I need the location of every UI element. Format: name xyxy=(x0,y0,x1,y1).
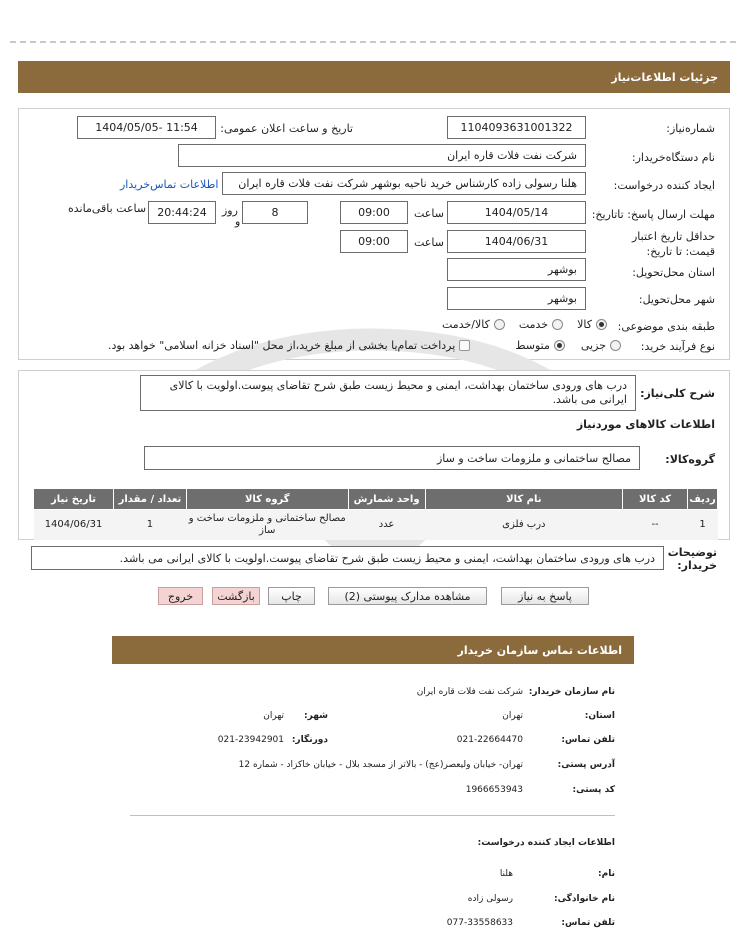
creator-first-name-label: نام: xyxy=(598,869,615,879)
announce-field: 1404/05/05- 11:54 xyxy=(77,116,216,139)
creator-label: ایجاد کننده درخواست: xyxy=(613,179,715,192)
need-number-field: 1104093631001322 xyxy=(447,116,586,139)
radio-goods-icon[interactable] xyxy=(596,319,607,330)
col-row: ردیف xyxy=(688,489,718,510)
contact-org-label: نام سازمان خریدار: xyxy=(528,687,615,697)
contact-address-value: تهران- خیابان ولیعصر(عج) - بالاتر از مسجد بلال - خیابان خاکزاد - شماره 12 xyxy=(238,760,523,770)
contact-phone-label: تلفن تماس: xyxy=(561,735,615,745)
buyer-contact-link[interactable]: اطلاعات تماس‌خریدار xyxy=(120,178,219,191)
cell-unit: عدد xyxy=(348,510,425,540)
col-date: تاریخ نیاز xyxy=(34,489,114,510)
radio-both-icon[interactable] xyxy=(494,319,505,330)
col-unit: واحد شمارش xyxy=(348,489,425,510)
validity-label: حداقل تاریخ اعتبار قیمت: تا تاریخ: xyxy=(631,230,715,258)
contact-divider xyxy=(130,815,615,816)
category-label: طبقه بندی موضوعی: xyxy=(617,320,715,333)
process-option-minor-label: جزیی xyxy=(580,339,606,352)
validity-date-field: 1404/06/31 xyxy=(447,230,586,253)
contact-phone-value: 021-22664470 xyxy=(456,735,523,745)
and-label: و xyxy=(235,215,241,228)
process-option-medium[interactable] xyxy=(515,339,565,352)
print-button[interactable]: چاپ xyxy=(268,587,315,605)
contact-fax-value: 021-23942901 xyxy=(217,735,284,745)
province-field: بوشهر xyxy=(447,258,586,281)
process-option-minor[interactable] xyxy=(581,339,621,352)
contact-postal-label: کد پستی: xyxy=(572,785,615,795)
deadline-date-field: 1404/05/14 xyxy=(447,201,586,224)
province-label: استان محل‌تحویل: xyxy=(632,266,715,279)
contact-province-value: تهران xyxy=(502,711,523,721)
process-radio-group xyxy=(515,339,621,352)
contact-city-value: تهران xyxy=(263,711,284,721)
items-table xyxy=(33,488,718,540)
creator-last-name-label: نام خانوادگی: xyxy=(553,894,615,904)
details-header xyxy=(18,61,730,93)
summary-text: درب های ورودی ساختمان بهداشت، ایمنی و محیط زیست طبق شرح تقاضای پیوست.اولویت با کالای ایرانی می باشد. xyxy=(169,379,627,406)
days-label: روز xyxy=(222,204,238,217)
radio-medium-icon[interactable] xyxy=(554,340,565,351)
category-option-service-label: خدمت xyxy=(518,318,549,331)
col-qty: تعداد / مقدار xyxy=(114,489,187,510)
buyer-notes-label-text: توضیحات خریدار: xyxy=(667,546,717,572)
table-row xyxy=(34,510,718,540)
col-group: گروه کالا xyxy=(186,489,348,510)
category-option-service[interactable] xyxy=(519,318,563,331)
summary-text-box xyxy=(140,375,636,411)
buyer-notes-box: درب های ورودی ساختمان بهداشت، ایمنی و محیط زیست طبق شرح تقاضای پیوست.اولویت با کالای ایرانی می باشد. xyxy=(31,546,664,570)
category-option-both-label: کالا/خدمت xyxy=(442,318,490,331)
reply-button[interactable]: پاسخ به نیاز xyxy=(501,587,589,605)
back-button[interactable]: بازگشت xyxy=(212,587,260,605)
radio-minor-icon[interactable] xyxy=(610,340,621,351)
details-header-title: جزئیات اطلاعات‌نیاز xyxy=(611,70,718,84)
buyer-org-label: نام دستگاه‌خریدار: xyxy=(631,151,715,164)
need-number-label: شماره‌نیاز: xyxy=(666,122,715,135)
deadline-time-field: 09:00 xyxy=(340,201,408,224)
contact-postal-value: 1966653943 xyxy=(465,785,523,795)
validity-time-label: ساعت xyxy=(414,236,444,249)
city-label: شهر محل‌تحویل: xyxy=(638,293,715,306)
creator-info-header: اطلاعات ایجاد کننده درخواست: xyxy=(477,838,615,848)
cell-date: 1404/06/31 xyxy=(34,510,114,540)
cell-group: مصالح ساختمانی و ملزومات ساخت و ساز xyxy=(186,510,348,540)
deadline-label: مهلت ارسال پاسخ: تاتاریخ: xyxy=(591,208,715,221)
validity-time-field: 09:00 xyxy=(340,230,408,253)
category-radio-group xyxy=(442,318,607,331)
category-option-both[interactable] xyxy=(442,318,505,331)
goods-group-field: مصالح ساختمانی و ملزومات ساخت و ساز xyxy=(144,446,640,470)
cell-name: درب فلزی xyxy=(425,510,623,540)
announce-label: تاریخ و ساعت اعلان عمومی: xyxy=(220,122,353,135)
deadline-time-label: ساعت xyxy=(414,207,444,220)
goods-info-label: اطلاعات کالاهای موردنیاز xyxy=(576,418,715,431)
contact-fax-label: دورنگار: xyxy=(291,735,328,745)
buyer-notes-label xyxy=(667,546,717,572)
payment-note xyxy=(108,339,470,352)
radio-service-icon[interactable] xyxy=(552,319,563,330)
attachments-button[interactable]: مشاهده مدارک پیوستی (2) xyxy=(328,587,487,605)
contact-city-label: شهر: xyxy=(304,711,328,721)
contact-address-label: آدرس پستی: xyxy=(557,760,615,770)
remaining-time-field: 20:44:24 xyxy=(148,201,216,224)
col-name: نام کالا xyxy=(425,489,623,510)
payment-note-text: پرداخت تمام‌یا بخشی از مبلغ خرید،از محل "اسناد خزانه اسلامی" خواهد بود. xyxy=(108,339,456,352)
process-label: نوع فرآیند خرید: xyxy=(640,340,715,353)
category-option-goods-label: کالا xyxy=(577,318,592,331)
creator-first-name-value: هلنا xyxy=(499,869,513,879)
payment-checkbox-icon[interactable] xyxy=(459,340,470,351)
buyer-org-field: شرکت نفت فلات قاره ایران xyxy=(178,144,586,167)
cell-row: 1 xyxy=(688,510,718,540)
process-option-medium-label: متوسط xyxy=(515,339,550,352)
remaining-time-label: ساعت باقی‌مانده xyxy=(68,202,147,215)
creator-phone-value: 077-33558633 xyxy=(446,918,513,928)
goods-group-label: گروه‌کالا: xyxy=(665,453,715,466)
cell-code: -- xyxy=(623,510,688,540)
category-option-goods[interactable] xyxy=(577,318,607,331)
cell-qty: 1 xyxy=(114,510,187,540)
days-field: 8 xyxy=(242,201,308,224)
exit-button[interactable]: خروج xyxy=(158,587,203,605)
contact-header xyxy=(112,636,634,664)
contact-org-value: شرکت نفت فلات قاره ایران xyxy=(416,687,523,697)
items-table-header xyxy=(34,489,718,510)
creator-field: هلنا رسولی زاده کارشناس خرید ناحیه بوشهر شرکت نفت فلات قاره ایران xyxy=(222,172,586,195)
col-code: کد کالا xyxy=(623,489,688,510)
summary-label: شرح کلی‌نیاز: xyxy=(640,387,715,400)
city-field: بوشهر xyxy=(447,287,586,310)
creator-phone-label: تلفن تماس: xyxy=(561,918,615,928)
contact-province-label: استان: xyxy=(584,711,615,721)
contact-header-title: اطلاعات تماس سازمان خریدار xyxy=(457,643,622,657)
top-divider xyxy=(10,41,736,43)
items-table-wrap xyxy=(33,488,718,540)
creator-last-name-value: رسولی زاده xyxy=(467,894,513,904)
validity-label-line1 xyxy=(605,229,715,259)
